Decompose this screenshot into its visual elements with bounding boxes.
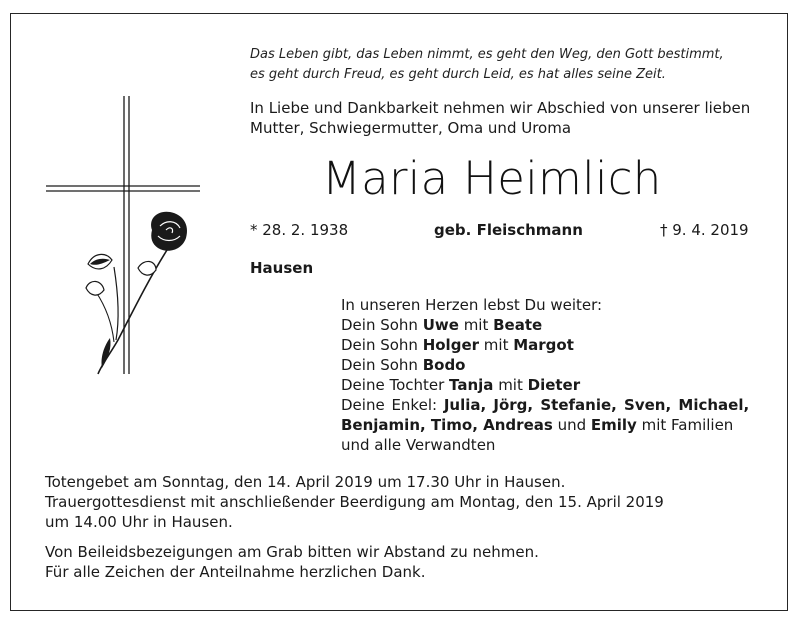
- closing-line-2: Für alle Zeichen der Anteilnahme herzlichen Dank.: [45, 563, 426, 581]
- maiden-name: geb. Fleischmann: [434, 221, 583, 239]
- family-line-son-3: Dein Sohn Bodo: [341, 356, 466, 374]
- birth-date: * 28. 2. 1938: [250, 221, 349, 239]
- family-line-grandchildren-2: Benjamin, Timo, Andreas und Emily mit Familien: [341, 416, 734, 434]
- family-line-relatives: und alle Verwandten: [341, 436, 496, 454]
- intro-line-1: In Liebe und Dankbarkeit nehmen wir Abschied von unserer lieben: [250, 99, 751, 117]
- death-date: † 9. 4. 2019: [660, 221, 749, 239]
- service-line-1: Totengebet am Sonntag, den 14. April 2019 um 17.30 Uhr in Hausen.: [45, 473, 566, 491]
- cross-with-rose-icon: [40, 92, 205, 382]
- intro-line-2: Mutter, Schwiegermutter, Oma und Uroma: [250, 119, 572, 137]
- family-line-son-1: Dein Sohn Uwe mit Beate: [341, 316, 543, 334]
- family-line-daughter: Deine Tochter Tanja mit Dieter: [341, 376, 581, 394]
- poem-line-1: Das Leben gibt, das Leben nimmt, es geht den Weg, den Gott bestimmt,: [250, 47, 724, 62]
- poem-line-2: es geht durch Freud, es geht durch Leid, es hat alles seine Zeit.: [250, 67, 666, 82]
- closing-line-1: Von Beileidsbezeigungen am Grab bitten wir Abstand zu nehmen.: [45, 543, 539, 561]
- deceased-name: Maria Heimlich: [322, 152, 662, 205]
- family-line-son-2: Dein Sohn Holger mit Margot: [341, 336, 574, 354]
- family-line-grandchildren-1: Deine Enkel: Julia, Jörg, Stefanie, Sven, Michael,: [341, 396, 750, 414]
- family-heading: In unseren Herzen lebst Du weiter:: [341, 296, 603, 314]
- place-of-residence: Hausen: [250, 259, 314, 277]
- service-line-2: Trauergottesdienst mit anschließender Beerdigung am Montag, den 15. April 2019: [45, 493, 664, 511]
- service-line-3: um 14.00 Uhr in Hausen.: [45, 513, 233, 531]
